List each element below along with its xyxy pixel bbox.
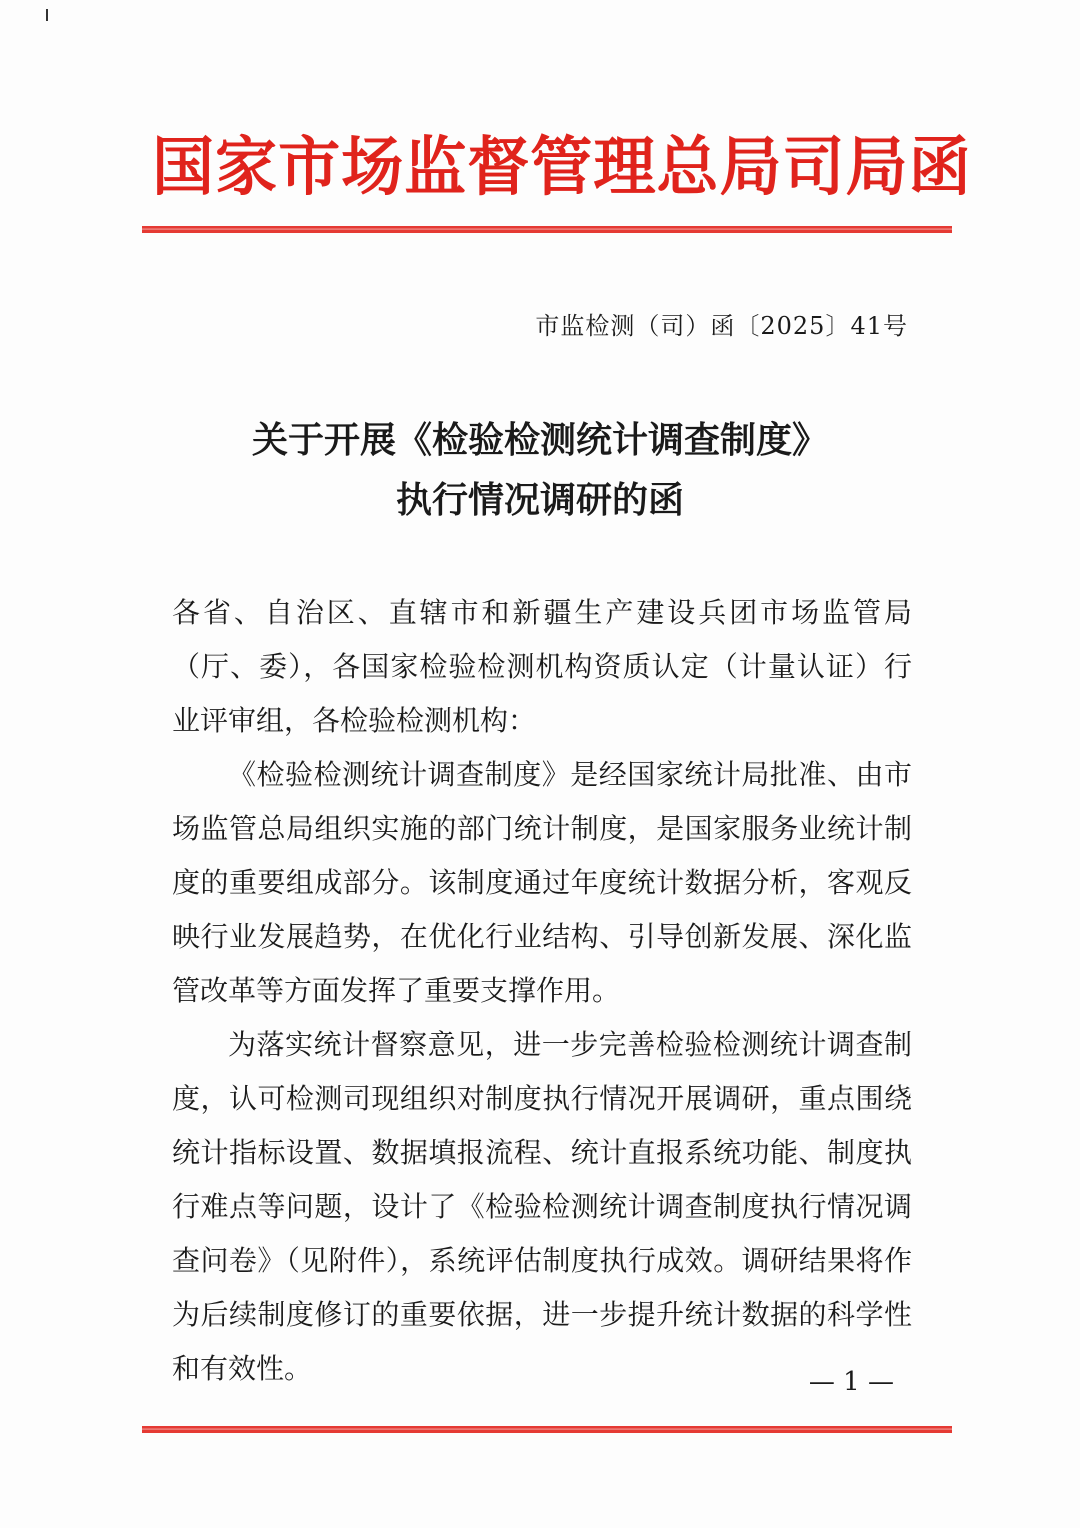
- scan-mark: [46, 9, 48, 21]
- document-body: [172, 586, 912, 1396]
- footer-red-rule: [142, 1426, 952, 1433]
- document-number: 市监检测（司）函〔2025〕41号: [535, 312, 908, 340]
- page-number: — 1 —: [808, 1367, 894, 1397]
- body-paragraph-1: 《检验检测统计调查制度》是经国家统计局批准、由市场监管总局组织实施的部门统计制度，是国家服务业统计制度的重要组成部分。该制度通过年度统计数据分析，客观反映行业发展趋势，在优化行业结构、引导创新发展、深化监管改革等方面发挥了重要支撑作用。: [172, 758, 912, 1007]
- body-paragraph-2: 为落实统计督察意见，进一步完善检验检测统计调查制度，认可检测司现组织对制度执行情况开展调研，重点围绕统计指标设置、数据填报流程、统计直报系统功能、制度执行难点等问题，设计了《检验检测统计调查制度执行情况调查问卷》（见附件），系统评估制度执行成效。调研结果将作为后续制度修订的重要依据，进一步提升统计数据的科学性和有效性。: [172, 1028, 912, 1385]
- masthead-red-rule: [142, 226, 952, 233]
- document-title-line-1: 关于开展《检验检测统计调查制度》: [251, 420, 828, 461]
- masthead: 国家市场监督管理总局司局函: [152, 131, 972, 205]
- document-title-line-2: 执行情况调研的函: [395, 480, 684, 521]
- salutation: 各省、自治区、直辖市和新疆生产建设兵团市场监管局（厅、委），各国家检验检测机构资质认定（计量认证）行业评审组，各检验检测机构：: [172, 596, 912, 737]
